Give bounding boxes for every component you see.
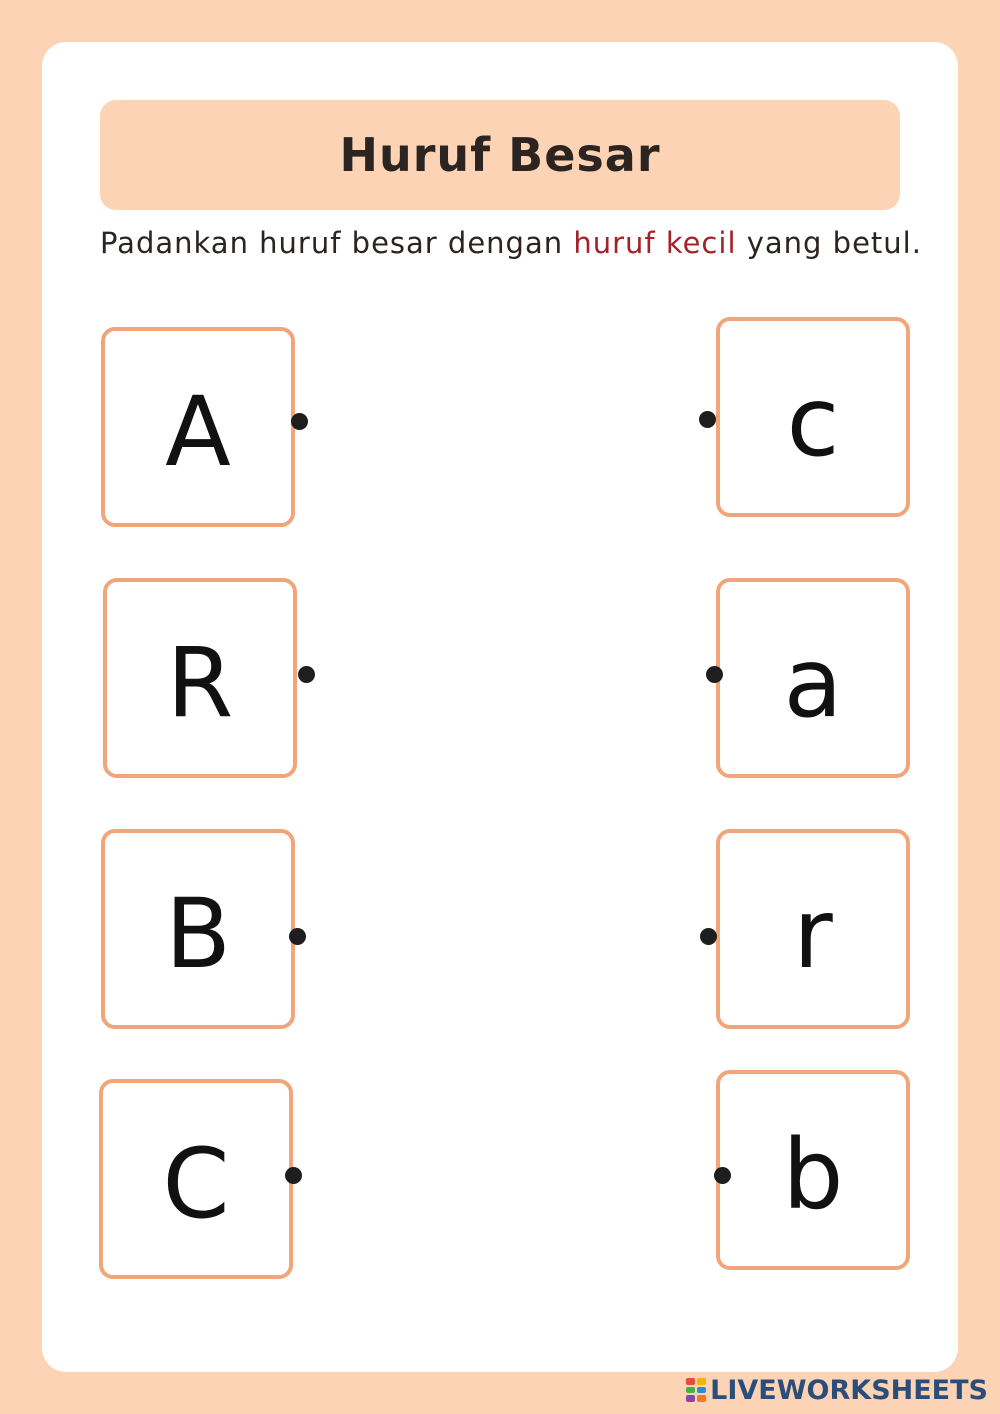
uppercase-letter: C bbox=[162, 1128, 230, 1240]
lowercase-box-a bbox=[716, 578, 910, 778]
instruction-part-1: Padankan huruf besar dengan bbox=[100, 226, 574, 260]
match-dot-left-1[interactable] bbox=[291, 413, 308, 430]
uppercase-letter: B bbox=[165, 878, 231, 990]
lowercase-letter: a bbox=[783, 627, 843, 739]
uppercase-box-c bbox=[99, 1079, 293, 1279]
uppercase-letter: R bbox=[166, 627, 234, 739]
match-dot-right-2[interactable] bbox=[706, 666, 723, 683]
title-banner bbox=[100, 100, 900, 210]
uppercase-box-r bbox=[103, 578, 297, 778]
instruction-text bbox=[100, 226, 920, 260]
lowercase-box-b bbox=[716, 1070, 910, 1270]
match-dot-right-3[interactable] bbox=[700, 928, 717, 945]
worksheet-title: Huruf Besar bbox=[339, 128, 661, 182]
lowercase-letter: b bbox=[782, 1119, 844, 1231]
match-dot-left-4[interactable] bbox=[285, 1167, 302, 1184]
match-dot-right-4[interactable] bbox=[714, 1167, 731, 1184]
match-dot-right-1[interactable] bbox=[699, 411, 716, 428]
liveworksheets-icon bbox=[686, 1378, 706, 1402]
instruction-part-2: yang betul. bbox=[736, 226, 922, 260]
uppercase-letter: A bbox=[165, 376, 231, 488]
liveworksheets-logo bbox=[686, 1374, 988, 1406]
lowercase-box-c bbox=[716, 317, 910, 517]
lowercase-box-r bbox=[716, 829, 910, 1029]
instruction-highlight: huruf kecil bbox=[573, 226, 737, 260]
uppercase-box-b bbox=[101, 829, 295, 1029]
match-dot-left-2[interactable] bbox=[298, 666, 315, 683]
lowercase-letter: c bbox=[786, 366, 840, 478]
brand-name: LIVEWORKSHEETS bbox=[710, 1374, 988, 1406]
lowercase-letter: r bbox=[793, 878, 833, 990]
uppercase-box-a bbox=[101, 327, 295, 527]
match-dot-left-3[interactable] bbox=[289, 928, 306, 945]
